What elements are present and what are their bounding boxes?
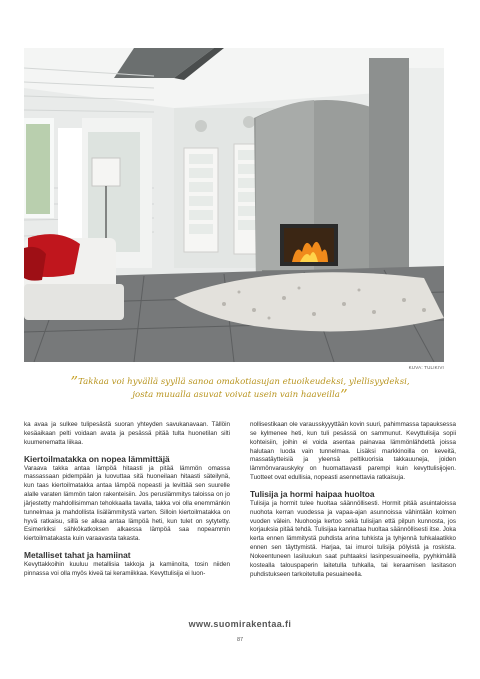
left-intro-paragraph: ka avaa ja sulkee tulipesästä suoran yhteyden savukanavaan. Tällöin kesäaikaan pelti voidaan avata ja pesässä pitää tulta huonetilan silti kuumenematta liikaa. xyxy=(24,421,230,446)
heading-tulisija-huolto: Tulisija ja hormi haipaa huoltoa xyxy=(250,488,375,499)
website-link[interactable]: www.suomirakentaa.fi xyxy=(188,619,292,629)
page-number: 87 xyxy=(236,637,244,643)
fireplace-interior-photo xyxy=(24,48,444,362)
photo-credit: KUVA: TULIKIVI xyxy=(408,365,444,370)
right-intro-paragraph: nollisestikaan ole varausskyyyttään kovin suuri, pahimmassa tapauksessa se kylmenee heti, kun tuli pesässä on sammunut. Kevyttulisija sopii kohteisiin, joihin ei voida asentaa painavaa lämmönlähdettä joissa halutaan luoda vain tunnelmaa. Lisäksi markkinoilla on keveitä, massatäytteisiä ja yleensä peltikuorisia takkauuneja, joiden lämmönvarauskyky on huomattavasti parempi kuin kevyttulisijojen. Tuotteet ovat edullisia, nopeasti asennettavia ratkaisuja. xyxy=(250,421,456,482)
pull-quote xyxy=(70,373,410,404)
paragraph-tulisija-huolto: Tulisija ja hormit tulee huoltaa säännöllisesti. Hormit pitää asuintaloissa nuohota kerran vuodessa ja vapaa-ajan asunnoissa vähintään kolmen vuoden välein. Nuohooja kertoo sekä tulisijan että pilpun kunnosta, jos korjauksia pitää tehdä. Tulisijaa kannattaa huoltaa säännöllisesti itse. Joka kerta ennen lämmitystä puhdista arina tuhkista ja tyhjennä tuhkalaatikko ennen sen täyttymistä. Harjaa, tai imuroi tulisija pölyistä ja roskista. Nokeentuneen lasiluukun saat puhtaaksi lasinpesuaineella, pyyhkimällä kostealla talouspaperin laitetulla tuhkalla, tai keraamisen lasitason puhdistukseen tarkoitetulla pesuaineella. xyxy=(250,499,456,578)
left-column xyxy=(24,421,230,583)
paragraph-metalliset-takat: Kevyttakkoihin kuuluu metallisia takkoja ja kamiinoita, tosin niiden pinnassa voi olla myös kiveä tai keramiikkaa. Kevyttulisija ei luon- xyxy=(24,561,230,577)
heading-kiertoilmatakka: Kiertoilmatakka on nopea lämmittäjä xyxy=(24,453,170,464)
paragraph-kiertoilmatakka: Varaava takka antaa lämpöä hitaasti ja pitää lämmön omassa massassaan pidempään ja luovuttaa sitä huoneilaan hitaasti säteilynä, kun taas kiertoilmatakka antaa lämpöä nopeasti ja levittää sen suurelle alalle varaten lämmön talon rakenteisiin. Jos peruslämmitys taloissa on jo järjestetty mahdollisimman tehokkaalla tavalla, takka voi olla enemmänkin tunnelmaa ja mahdollista lisälämmitystä varten. Silloin kiertoilmatakka on hyvä ratkaisu, sillä se alkaa antaa lämpöä heti, kun tulet on sytytetty. Esimerkiksi sähkökatkoksen alkaessa lämpöä saa nopeammin kiertoilmatakasta kuin varaavasta takasta. xyxy=(24,464,230,543)
pull-quote-text: Takkaa voi hyvällä syyllä sanoa omakotiasujan etuoikeudeksi, ylellisyydeksi, josta muualla asuvat voivat usein vain haaveilla xyxy=(78,377,410,400)
quote-open-mark: ” xyxy=(70,373,79,391)
quote-close-mark: ” xyxy=(339,385,348,404)
heading-metalliset-takat: Metalliset tahat ja hamiinat xyxy=(24,550,131,561)
right-column xyxy=(250,421,456,584)
